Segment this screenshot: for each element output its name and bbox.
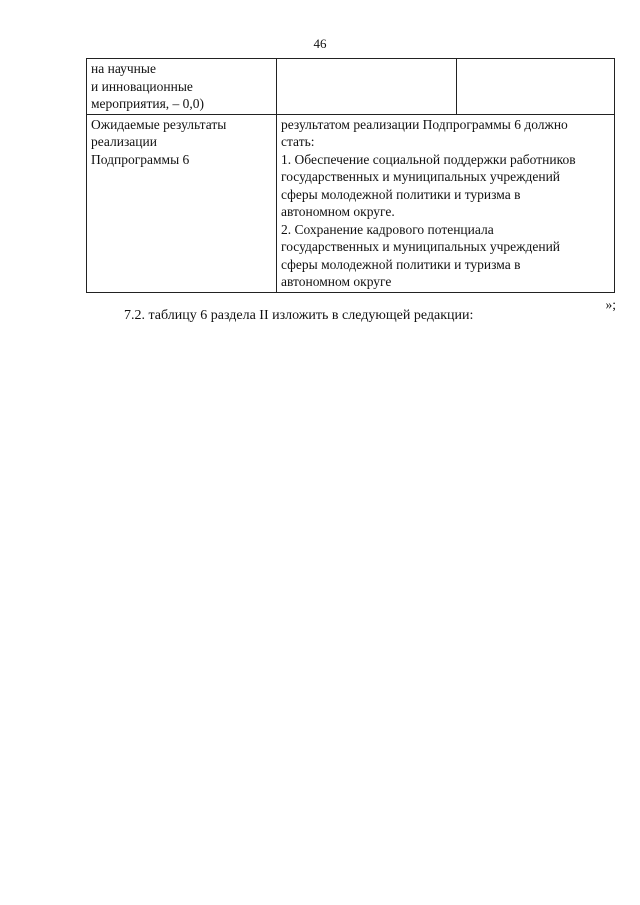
cell-text-line: Ожидаемые результаты <box>91 116 227 132</box>
table-cell-expected-results <box>277 114 615 292</box>
table-cell-label <box>87 114 277 292</box>
cell-text-line: стать: <box>281 134 315 149</box>
instruction-paragraph: 7.2. таблицу 6 раздела II изложить в следующей редакции: <box>124 308 474 323</box>
cell-text-line: сферы молодежной политики и туризма в <box>281 186 521 202</box>
cell-text-line: реализации <box>91 134 157 149</box>
cell-text-line: автономном округе <box>281 274 392 289</box>
cell-text-line: автономном округе. <box>281 204 395 219</box>
cell-text-line: Подпрограммы 6 <box>91 151 190 167</box>
page-number: 46 <box>313 36 327 51</box>
cell-text-line: 2. Сохранение кадрового потенциала <box>281 221 494 237</box>
closing-quote: »; <box>605 297 616 312</box>
table-cell-label <box>87 59 277 115</box>
cell-text-line: сферы молодежной политики и туризма в <box>281 256 521 272</box>
cell-text-line: и инновационные <box>91 78 193 94</box>
program-table <box>86 58 615 293</box>
cell-text-line: государственных и муниципальных учреждений <box>281 169 561 184</box>
cell-text-line: мероприятия, – 0,0) <box>91 96 205 111</box>
cell-text-line: результатом реализации Подпрограммы 6 должно <box>281 116 568 132</box>
cell-text-line: на научные <box>91 61 156 76</box>
cell-text-line: 1. Обеспечение социальной поддержки работников <box>281 151 576 167</box>
table-cell-empty <box>277 59 457 115</box>
cell-text-line: государственных и муниципальных учреждений <box>281 239 561 254</box>
table-row <box>87 114 615 292</box>
table-cell-empty <box>457 59 615 115</box>
table-row <box>87 59 615 115</box>
